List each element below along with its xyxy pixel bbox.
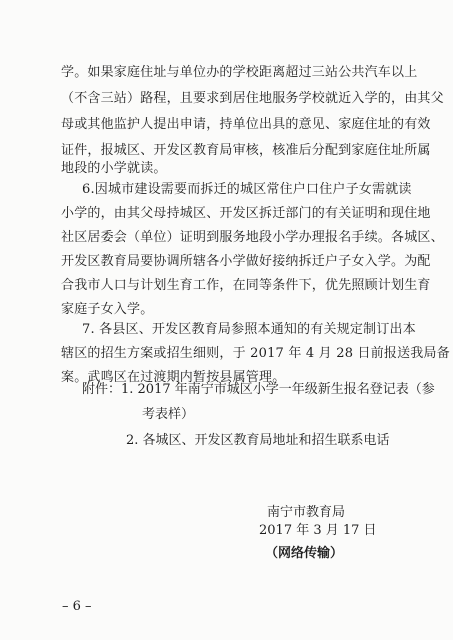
attachment-line-2: 考表样） [142,407,195,422]
attachment-line-3: 2. 各城区、开发区教育局地址和招生联系电话 [126,433,390,448]
body-line: 合我市人口与计划生育工作，在同等条件下，优先照顾计划生育 [61,278,431,293]
body-line: 学。如果家庭住址与单位办的学校距离超过三站公共汽车以上 [61,65,418,80]
body-line: 开发区教育局要协调所辖各小学做好接纳拆迁户子女入学。为配 [61,254,431,269]
page-number: – 6 – [62,599,92,614]
signature-org: 南宁市教育局 [267,505,346,520]
body-line: 家庭子女入学。 [61,302,154,317]
body-line: 母或其他监护人提出申请，持单位出具的意见、家庭住址的有效 [61,117,431,132]
body-line: 7. 各县区、开发区教育局参照本通知的有关规定制订出本 [82,322,416,337]
body-line: 辖区的招生方案或招生细则，于 2017 年 4 月 28 日前报送我局备 [61,346,450,361]
attachment-line-1: 附件：1. 2017 年南宁市城区小学一年级新生报名登记表（参 [82,382,435,397]
body-line: 小学的，由其父母持城区、开发区拆迁部门的有关证明和现住地 [61,206,431,221]
signature-date: 2017 年 3 月 17 日 [259,523,377,538]
body-line: （不含三站）路程，且要求到居住地服务学校就近入学的，由其父 [61,91,444,106]
signature-note: （网络传输） [265,546,344,561]
body-line: 地段的小学就读。 [61,161,167,176]
body-line: 6.因城市建设需要而拆迁的城区常住户口住户子女需就读 [82,182,412,197]
body-line: 案。武鸣区在过渡期内暂按县属管理。 [61,370,286,385]
body-line: 社区居委会（单位）证明到服务地段小学办理报名手续。各城区、 [61,230,444,245]
body-line: 证件，报城区、开发区教育局审核，核准后分配到家庭住址所属 [61,143,431,158]
